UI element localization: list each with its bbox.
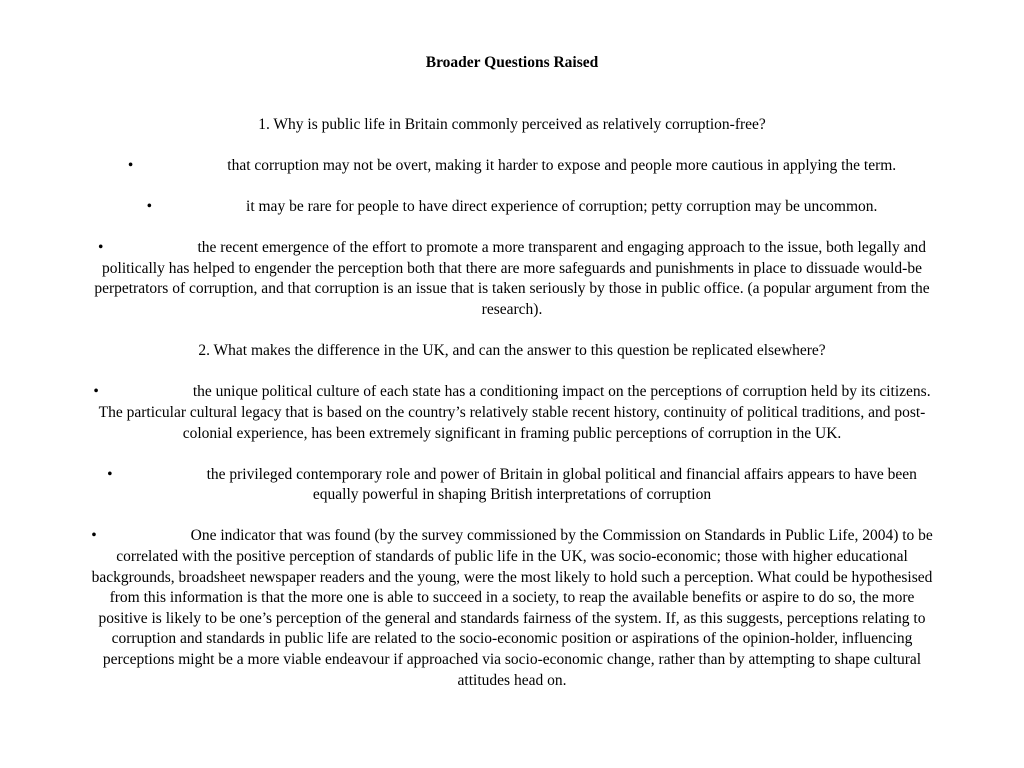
bullet-icon: • bbox=[91, 527, 97, 545]
bullet-item bbox=[86, 465, 938, 506]
bullet-item bbox=[86, 156, 938, 177]
bullet-item bbox=[86, 526, 938, 691]
bullet-item bbox=[86, 382, 938, 444]
bullet-text: that corruption may not be overt, making it harder to expose and people more cautious in applying the term. bbox=[227, 156, 897, 174]
bullet-item bbox=[86, 238, 938, 320]
bullet-text: the privileged contemporary role and power of Britain in global political and financial affairs appears to have been equally powerful in shaping British interpretations of corruption bbox=[206, 465, 917, 504]
bullet-text: it may be rare for people to have direct experience of corruption; petty corruption may be uncommon. bbox=[246, 197, 878, 215]
document-page bbox=[86, 53, 938, 691]
bullet-text: the unique political culture of each state has a conditioning impact on the perceptions of corruption held by its citizens. The particular cultural legacy that is based on the country’s relatively stable recent history, continuity of political traditions, and post-colonial experience, has been extremely significant in framing public perceptions of corruption in the UK. bbox=[98, 383, 931, 442]
question-2: 2. What makes the difference in the UK, and can the answer to this question be replicated elsewhere? bbox=[198, 342, 826, 360]
bullet-text: the recent emergence of the effort to promote a more transparent and engaging approach to the issue, both legally and politically has helped to engender the perception both that there are more safeguards and punishments in place to dissuade would-be perpetrators of corruption, and that corruption is an issue that is taken seriously by those in public office. (a popular argument from the research). bbox=[94, 239, 930, 318]
page-title: Broader Questions Raised bbox=[425, 54, 599, 71]
bullet-text: One indicator that was found (by the survey commissioned by the Commission on Standards in Public Life, 2004) to be correlated with the positive perception of standards of public life in the UK, was socio-economic; those with higher educational backgrounds, broadsheet newspaper readers and the young, were the most likely to hold such a perception. What could be hypothesised from this information is that the more one is able to succeed in a society, to reap the available benefits or aspire to do so, the more positive is likely to be one’s perception of the general and standards fairness of the system. If, as this suggests, perceptions relating to corruption and standards in public life are related to the socio-economic position or aspirations of the opinion-holder, influencing perceptions might be a more viable endeavour if approached via socio-economic change, rather than by attempting to shape cultural attitudes head on. bbox=[91, 527, 933, 689]
bullet-icon: • bbox=[127, 156, 134, 174]
bullet-item bbox=[86, 197, 938, 218]
bullet-icon: • bbox=[93, 383, 99, 401]
bullet-icon: • bbox=[146, 197, 153, 215]
bullet-icon: • bbox=[107, 465, 113, 483]
question-1: 1. Why is public life in Britain commonly perceived as relatively corruption-free? bbox=[258, 115, 766, 133]
bullet-icon: • bbox=[98, 239, 104, 257]
